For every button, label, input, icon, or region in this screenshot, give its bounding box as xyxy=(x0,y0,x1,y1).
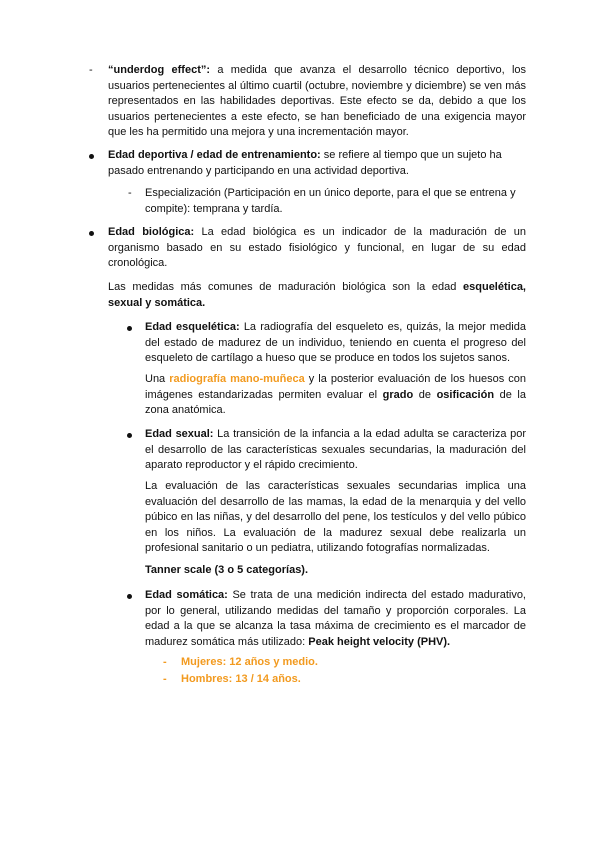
underdog-term: “underdog effect”: xyxy=(108,64,211,76)
edad-somatica-term: Edad somática: xyxy=(145,589,228,601)
hombres-item: Hombres: 13 / 14 años. xyxy=(181,673,301,685)
mujeres-item: Mujeres: 12 años y medio. xyxy=(181,656,318,668)
underdog-text: a medida que avanza el desarrollo técnico deportivo, los usuarios pertenecientes al último cuartil (octubre, noviembre y diciembre) se ven más representados en las habilidades deportivas. Este efecto se da, debido a que los usuarios pertenecientes a este efecto, se han beneficiado de una exigencia mayor que les ha permitido una mejora y una incrementación mayor. xyxy=(108,64,527,138)
edad-biologica-text: La edad biológica es un indicador de la maduración de un organismo basado en su estado fisiológico y funcional, en lugar de su edad cronológica. xyxy=(108,226,526,269)
bullet-icon xyxy=(89,154,94,159)
medidas-paragraph xyxy=(108,280,526,311)
radiografia-highlight: radiografía mano-muñeca xyxy=(169,373,305,385)
evaluacion-paragraph: La evaluación de las características sexuales secundarias implica una evaluación del desarrollo de las mamas, la edad de la menarquia y del vello púbico en las niñas, y del desarrollo del pene, los testículos y del vello púbico en los niños. La evaluación de la madurez sexual debe realizarla un profesional sanitario o un pediatra, utilizando fotografías normalizadas. xyxy=(145,480,526,554)
tanner-scale xyxy=(145,563,526,579)
radiografia-text-d: de la zona anatómica. xyxy=(145,388,526,416)
tanner-bold: Tanner scale (3 o 5 categorías). xyxy=(145,564,309,576)
edad-biologica-paragraph xyxy=(108,225,526,272)
dash-marker: - xyxy=(163,656,167,668)
edad-esqueletica-text: La radiografía del esqueleto es, quizás, la mejor medida del estado de madurez de un individuo, teniendo en cuenta el progreso del esqueleto de cartílago a hueso que se produce en todos los sujetos sanos. xyxy=(145,321,526,364)
edad-esqueletica-paragraph xyxy=(145,320,526,367)
radiografia-text-a: Una xyxy=(145,373,166,385)
edad-sexual-text: La transición de la infancia a la edad adulta se caracteriza por el desarrollo de las características sexuales secundarias, la maduración del aparato reproductor y el rápido crecimiento. xyxy=(145,428,527,471)
bullet-icon xyxy=(127,594,132,599)
phv-bold: Peak height velocity (PHV). xyxy=(308,635,451,648)
edad-biologica-term: Edad biológica: xyxy=(108,226,195,238)
bullet-icon xyxy=(89,231,94,236)
dash-marker: - xyxy=(163,673,167,685)
dash-marker: - xyxy=(89,64,93,76)
edad-esqueletica-term: Edad esquelética: xyxy=(145,321,240,333)
medidas-bold: esquelética, sexual y somática. xyxy=(108,281,526,309)
edad-deportiva-paragraph xyxy=(108,148,526,179)
bullet-icon xyxy=(127,326,132,331)
radiografia-paragraph xyxy=(145,372,526,419)
radiografia-text-b: y la posterior evaluación de los huesos con imágenes estandarizadas permiten evaluar el xyxy=(145,373,526,401)
grado-bold: grado xyxy=(382,388,414,401)
medidas-text: Las medidas más comunes de maduración biológica son la edad xyxy=(108,281,457,293)
radiografia-text-c: de xyxy=(418,388,431,401)
osificacion-bold: osificación xyxy=(436,388,495,401)
edad-deportiva-term: Edad deportiva / edad de entrenamiento: xyxy=(108,149,321,161)
bullet-icon xyxy=(127,433,132,438)
especializacion-item: Especialización (Participación en un único deporte, para el que se entrena y compite): temprana y tardía. xyxy=(145,187,516,215)
underdog-paragraph xyxy=(108,63,526,141)
edad-sexual-paragraph xyxy=(145,427,526,474)
edad-somatica-text: Se trata de una medición indirecta del estado madurativo, por lo general, utilizando medidas del tamaño y proporción corporales. La edad a la que se alcanza la tasa máxima de crecimiento es el marcador de madurez somática más utilizado: xyxy=(145,589,526,648)
edad-somatica-paragraph xyxy=(145,588,526,650)
edad-deportiva-text: se refiere al tiempo que un sujeto ha pasado entrenando y participando en una actividad deportiva. xyxy=(108,149,502,177)
edad-sexual-term: Edad sexual: xyxy=(145,428,214,440)
dash-marker: - xyxy=(128,187,132,199)
